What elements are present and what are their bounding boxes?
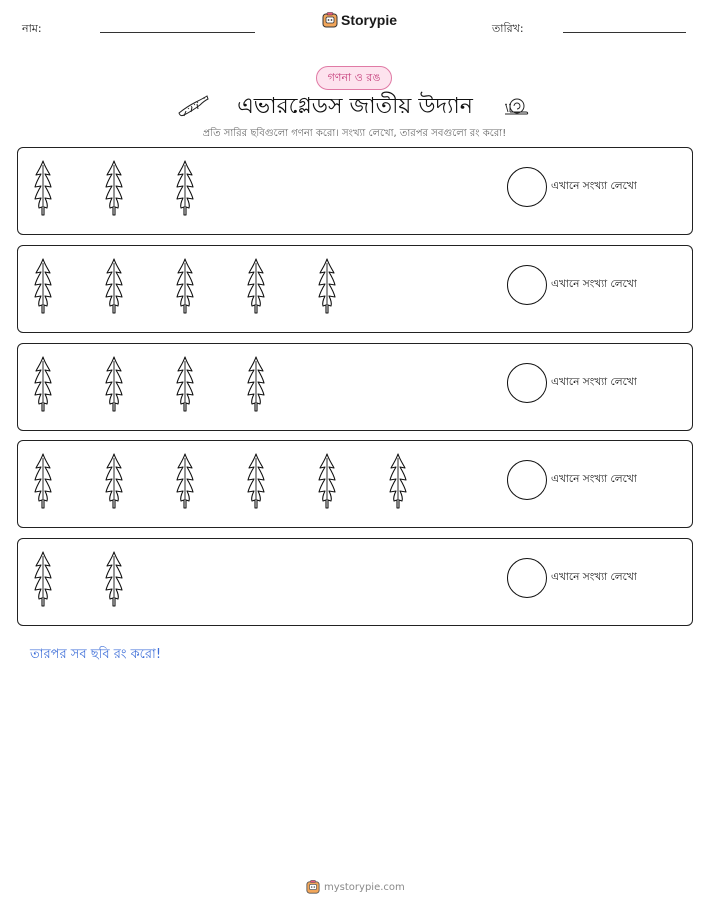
answer-circle[interactable] bbox=[507, 167, 547, 207]
site-url: mystorypie.com bbox=[324, 881, 405, 893]
fern-icon bbox=[172, 257, 198, 315]
fern-icon bbox=[243, 257, 269, 315]
category-tag: গণনা ও রঙ bbox=[316, 66, 392, 90]
brand-name: Storypie bbox=[341, 12, 398, 28]
fern-icon bbox=[314, 257, 340, 315]
write-number-label: এখানে সংখ্যা লেখো bbox=[551, 180, 637, 192]
answer-circle[interactable] bbox=[507, 558, 547, 598]
fern-icon bbox=[30, 355, 56, 413]
write-number-label: এখানে সংখ্যা লেখো bbox=[551, 278, 637, 290]
fern-icon bbox=[101, 355, 127, 413]
answer-circle[interactable] bbox=[507, 460, 547, 500]
fern-icon bbox=[314, 452, 340, 510]
name-line[interactable] bbox=[100, 32, 255, 33]
date-label: তারিখ: bbox=[492, 22, 524, 35]
counting-row bbox=[17, 147, 693, 235]
fern-icon bbox=[30, 257, 56, 315]
alligator-icon bbox=[176, 93, 210, 119]
fern-icon bbox=[243, 355, 269, 413]
fern-icon bbox=[172, 159, 198, 217]
fern-icon bbox=[30, 159, 56, 217]
snail-icon bbox=[502, 94, 530, 118]
counting-row bbox=[17, 343, 693, 431]
write-number-label: এখানে সংখ্যা লেখো bbox=[551, 571, 637, 583]
write-number-label: এখানে সংখ্যা লেখো bbox=[551, 473, 637, 485]
name-label: নাম: bbox=[22, 22, 42, 35]
fern-icon bbox=[101, 159, 127, 217]
fern-icon bbox=[243, 452, 269, 510]
storypie-logo-icon bbox=[322, 12, 338, 28]
date-line[interactable] bbox=[563, 32, 686, 33]
instructions: প্রতি সারির ছবিগুলো গণনা করো। সংখ্যা লেখো, তারপর সবগুলো রং করো! bbox=[202, 128, 507, 139]
color-note: তারপর সব ছবি রং করো! bbox=[30, 647, 162, 662]
fern-icon bbox=[101, 550, 127, 608]
storypie-footer-logo-icon bbox=[306, 880, 320, 894]
brand-logo bbox=[322, 12, 397, 28]
fern-icon bbox=[101, 257, 127, 315]
fern-icon bbox=[30, 550, 56, 608]
write-number-label: এখানে সংখ্যা লেখো bbox=[551, 376, 637, 388]
answer-circle[interactable] bbox=[507, 363, 547, 403]
answer-circle[interactable] bbox=[507, 265, 547, 305]
fern-icon bbox=[385, 452, 411, 510]
page-title: এভারগ্লেডস জাতীয় উদ্যান bbox=[237, 94, 473, 119]
counting-row bbox=[17, 440, 693, 528]
fern-icon bbox=[30, 452, 56, 510]
counting-row bbox=[17, 245, 693, 333]
site-footer bbox=[306, 880, 405, 894]
fern-icon bbox=[172, 452, 198, 510]
fern-icon bbox=[101, 452, 127, 510]
counting-row bbox=[17, 538, 693, 626]
title-row bbox=[0, 90, 709, 124]
fern-icon bbox=[172, 355, 198, 413]
